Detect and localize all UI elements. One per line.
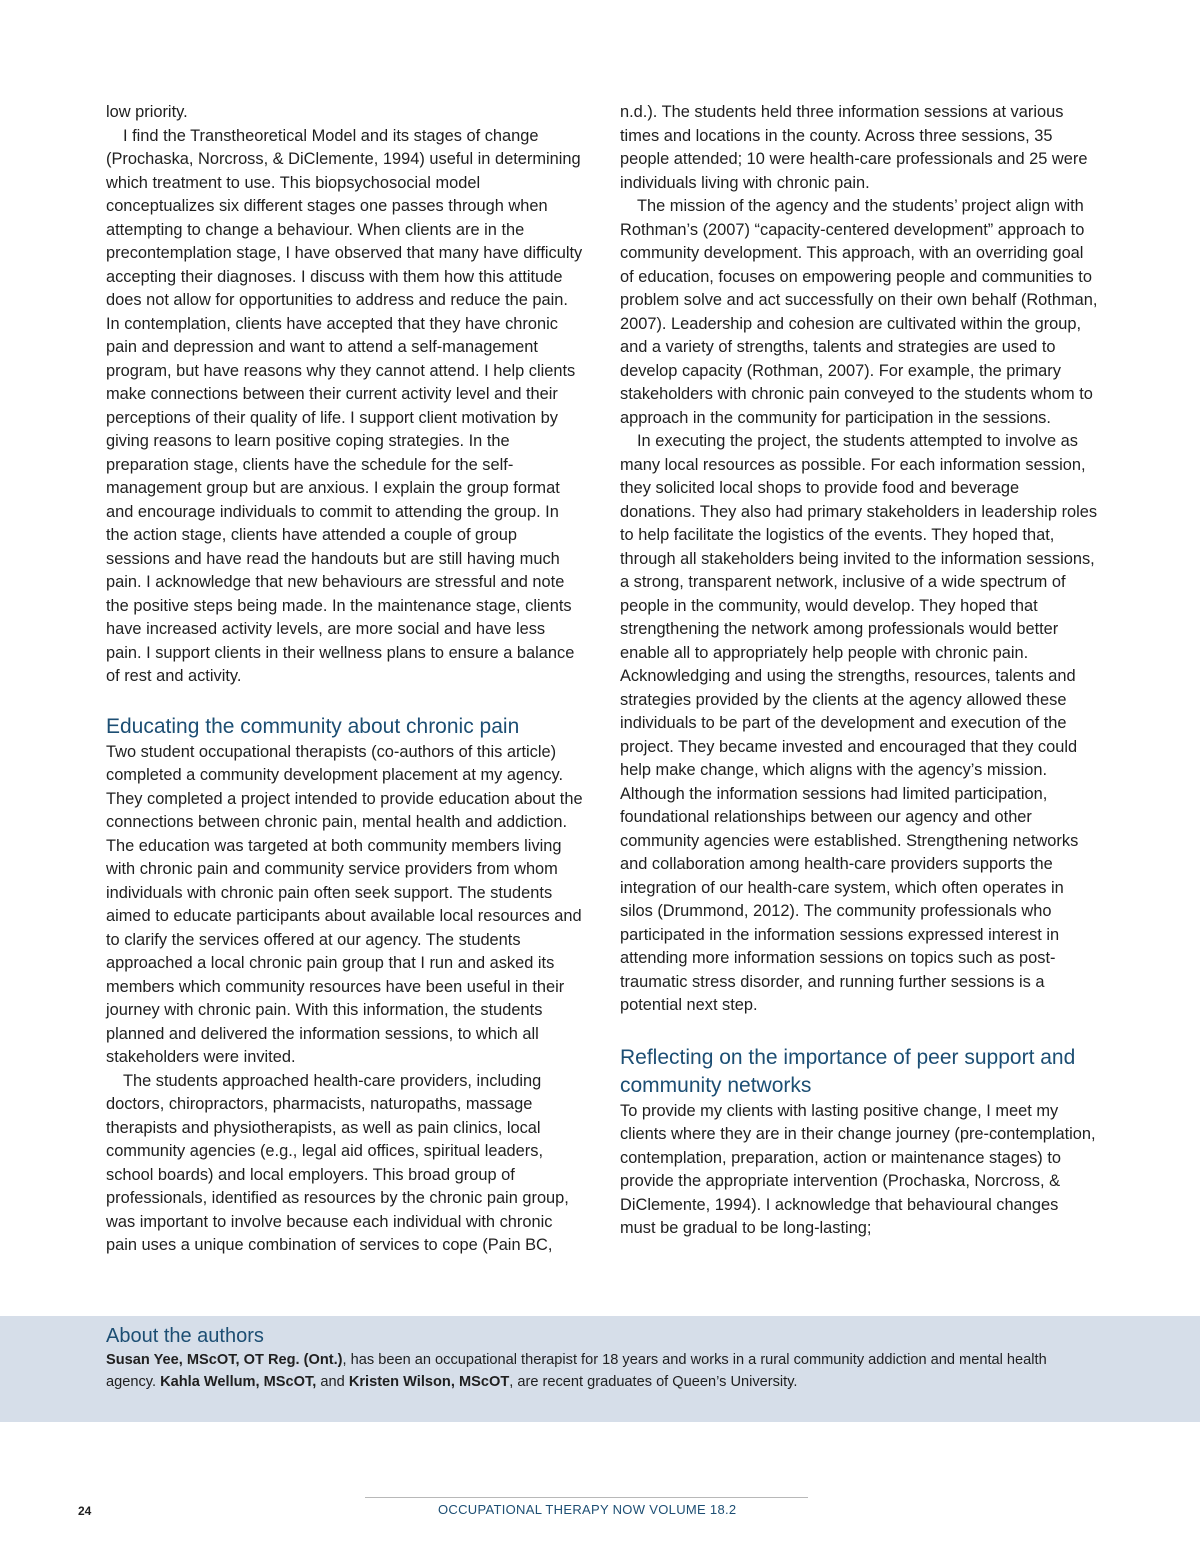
body-paragraph: In executing the project, the students attempted to involve as many local resources as possible. For each information session, they solicited local shops to provide food and beverage donations. They also had primary stakeholders in leadership roles to help facilitate the logistics of the events. They hoped that, through all stakeholders being invited to the information sessions, a strong, transparent network, inclusive of a wide spectrum of people in the community, would develop. They hoped that strengthening the network among professionals would better enable all to appropriately help people with chronic pain. Acknowledging and using the strengths, resources, talents and strategies provided by the clients at the agency allowed these individuals to be part of the development and execution of the project. They became invested and encouraged that they could help make change, which aligns with the agency’s mission. Although the information sessions had limited participation, foundational relationships between our agency and other community agencies were established. Strengthening networks and collaboration among health-care providers supports the integration of our health-care system, which often operates in silos (Drummond, 2012). The community professionals who participated in the information sessions expressed interest in attending more information sessions on topics such as post-traumatic stress disorder, and running further sessions is a potential next step. xyxy=(620,432,1098,1014)
footer-divider xyxy=(365,1497,808,1498)
author-name: Susan Yee, MScOT, OT Reg. (Ont.) xyxy=(106,1352,343,1368)
author-name: Kristen Wilson, MScOT xyxy=(348,1374,510,1390)
about-authors-text xyxy=(106,1349,1066,1393)
body-paragraph: Two student occupational therapists (co-authors of this article) completed a community development placement at my agency. They completed a project intended to provide education about the connections between chronic pain, mental health and addiction. The education was targeted at both community members living with chronic pain and community service providers from whom individuals with chronic pain often seek support. The students aimed to educate participants about available local resources and to clarify the services offered at our agency. The students approached a local chronic pain group that I run and asked its members which community resources have been useful in their journey with chronic pain. With this information, the students planned and delivered the information sessions, to which all stakeholders were invited. xyxy=(106,742,583,1066)
body-paragraph: I find the Transtheoretical Model and its stages of change (Prochaska, Norcross, & DiClemente, 1994) useful in determining which treatment to use. This biopsychosocial model conceptualizes six different stages one passes through when attempting to change a behaviour. When clients are in the precontemplation stage, I have observed that many have difficulty accepting their diagnoses. I discuss with them how this attitude does not allow for opportunities to address and reduce the pain. In contemplation, clients have accepted that they have chronic pain and depression and want to attend a self-management program, but have reasons why they cannot attend. I help clients make connections between their current activity level and their perceptions of their quality of life. I support client motivation by giving reasons to learn positive coping strategies. In the preparation stage, clients have the schedule for the self-management group but are anxious. I explain the group format and encourage individuals to commit to attending the group. In the action stage, clients have attended a couple of group sessions and have read the handouts but are still having much pain. I acknowledge that new behaviours are stressful and note the positive steps being made. In the maintenance stage, clients have increased activity levels, are more social and have less pain. I support clients in their wellness plans to ensure a balance of rest and activity. xyxy=(106,126,583,685)
about-authors-title: About the authors xyxy=(106,1325,264,1347)
left-column xyxy=(106,101,584,1258)
journal-footer xyxy=(438,1502,736,1517)
journal-volume: VOLUME 18.2 xyxy=(649,1502,737,1517)
body-paragraph: The mission of the agency and the students’ project align with Rothman’s (2007) “capacity-centered development” approach to community development. This approach, with an overriding goal of education, focuses on empowering people and communities to problem solve and act successfully on their own behalf (Rothman, 2007). Leadership and cohesion are cultivated within the group, and a variety of strengths, talents and strategies are used to develop capacity (Rothman, 2007). For example, the primary stakeholders with chronic pain conveyed to the students whom to approach in the community for participation in the sessions. xyxy=(620,197,1098,427)
about-authors-box xyxy=(0,1316,1200,1422)
section-heading: Reflecting on the importance of peer support and community networks xyxy=(620,1045,1076,1097)
journal-title: OCCUPATIONAL THERAPY NOW xyxy=(438,1502,646,1517)
body-paragraph: n.d.). The students held three information sessions at various times and locations in the county. Across three sessions, 35 people attended; 10 were health-care professionals and 25 were individuals living with chronic pain. xyxy=(620,103,1088,192)
body-paragraph: low priority. xyxy=(106,103,188,121)
section-heading: Educating the community about chronic pain xyxy=(106,714,520,738)
author-bio: and xyxy=(316,1374,349,1390)
author-name: Kahla Wellum, MScOT, xyxy=(160,1374,317,1390)
author-bio: , are recent graduates of Queen’s University. xyxy=(509,1374,798,1390)
author-bio: , has been an occupational therapist for 18 years and works in a rural community addiction and mental health agency. xyxy=(106,1352,1047,1390)
body-paragraph: The students approached health-care providers, including doctors, chiropractors, pharmacists, naturopaths, massage therapists and physiotherapists, as well as pain clinics, local community agencies (e.g., legal aid offices, spiritual leaders, school boards) and local employers. This broad group of professionals, identified as resources by the chronic pain group, was important to involve because each individual with chronic pain uses a unique combination of services to cope (Pain BC, xyxy=(106,1071,569,1254)
right-column xyxy=(620,101,1098,1241)
body-paragraph: To provide my clients with lasting positive change, I meet my clients where they are in their change journey (pre-contemplation, contemplation, preparation, action or maintenance stages) to provide the appropriate intervention (Prochaska, Norcross, & DiClemente, 1994). I acknowledge that behavioural changes must be gradual to be long-lasting; xyxy=(620,1101,1096,1237)
page-number: 24 xyxy=(78,1504,92,1518)
